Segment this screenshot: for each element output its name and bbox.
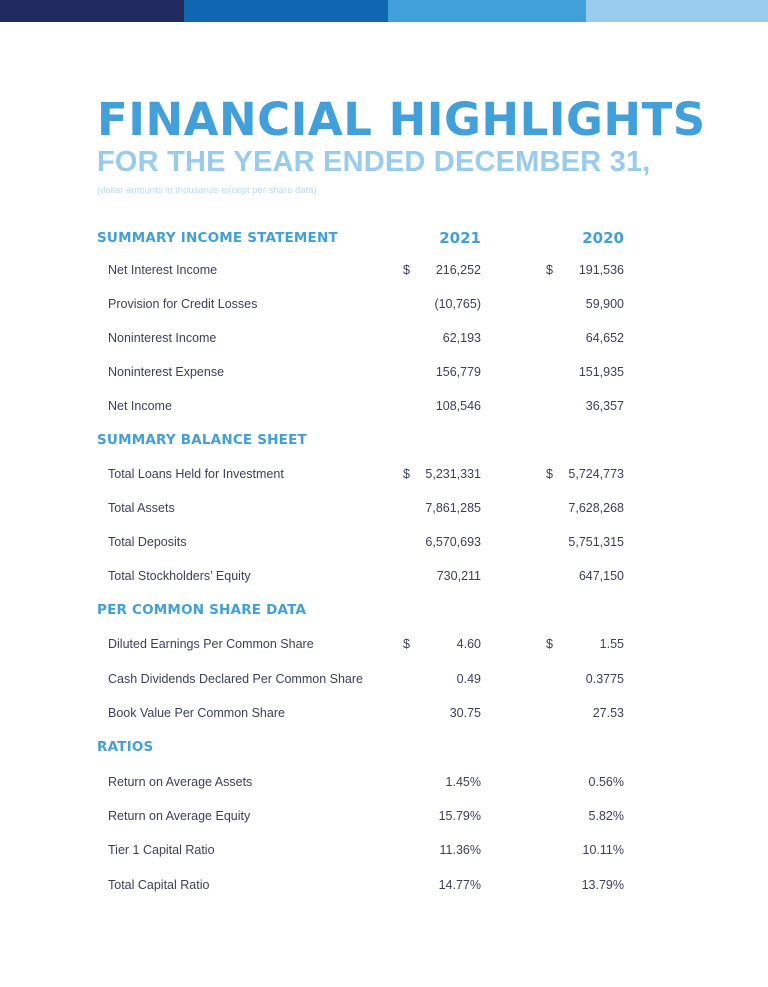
- value-2021: 7,861,285: [425, 501, 481, 515]
- row-label: Noninterest Expense: [108, 365, 225, 379]
- value-2021: 11.36%: [439, 843, 481, 857]
- value-2020: 0.56%: [588, 775, 624, 789]
- currency-symbol: $: [403, 263, 410, 277]
- row-label: Total Capital Ratio: [108, 878, 210, 892]
- value-2020: 0.3775: [585, 672, 624, 686]
- page-subtitle: FOR THE YEAR ENDED DECEMBER 31,: [97, 146, 651, 178]
- table-row: [0, 499, 768, 517]
- value-2020: 10.11%: [582, 843, 624, 857]
- table-row: [0, 773, 768, 791]
- table-row: [0, 295, 768, 313]
- row-label: Cash Dividends Declared Per Common Share: [108, 672, 363, 686]
- color-bar-segment-blue: [184, 0, 388, 22]
- value-2021: 1.45%: [445, 775, 481, 789]
- table-row: [0, 465, 768, 483]
- row-label: Net Income: [108, 399, 172, 413]
- row-label: Total Assets: [108, 501, 175, 515]
- units-note: (dollar amounts in thousands except per share data): [97, 185, 317, 196]
- table-row: [0, 635, 768, 653]
- value-2020: 13.79%: [581, 878, 624, 892]
- section-heading-balance-sheet: SUMMARY BALANCE SHEET: [97, 432, 307, 448]
- row-label: Total Deposits: [108, 535, 187, 549]
- table-row: [0, 704, 768, 722]
- page-title: FINANCIAL HIGHLIGHTS: [97, 93, 706, 146]
- currency-symbol: $: [403, 467, 410, 481]
- row-label: Return on Average Assets: [108, 775, 253, 789]
- table-row: [0, 876, 768, 894]
- value-2021: 730,211: [436, 569, 481, 583]
- column-header-2021: 2021: [439, 229, 481, 247]
- section-heading-per-share-data: PER COMMON SHARE DATA: [97, 602, 307, 618]
- table-row: [0, 363, 768, 381]
- table-row: [0, 329, 768, 347]
- section-heading-income-statement: SUMMARY INCOME STATEMENT: [97, 230, 338, 246]
- value-2021: 14.77%: [438, 878, 481, 892]
- row-label: Return on Average Equity: [108, 809, 251, 823]
- value-2020: 191,536: [578, 263, 624, 277]
- value-2021: 30.75: [449, 706, 481, 720]
- table-row: [0, 807, 768, 825]
- color-bar-segment-medium-blue: [388, 0, 586, 22]
- value-2020: 64,652: [585, 331, 624, 345]
- row-label: Provision for Credit Losses: [108, 297, 258, 311]
- value-2020: 5.82%: [588, 809, 624, 823]
- value-2020: 36,357: [585, 399, 624, 413]
- value-2020: 5,751,315: [568, 535, 624, 549]
- table-row: [0, 670, 768, 688]
- currency-symbol: $: [546, 637, 553, 651]
- value-2021: 15.79%: [438, 809, 481, 823]
- value-2020: 59,900: [585, 297, 624, 311]
- value-2021: 0.49: [456, 672, 481, 686]
- value-2020: 27.53: [592, 706, 624, 720]
- row-label: Net Interest Income: [108, 263, 218, 277]
- row-label: Tier 1 Capital Ratio: [108, 843, 215, 857]
- value-2021: 216,252: [435, 263, 481, 277]
- currency-symbol: $: [403, 637, 410, 651]
- value-2020: 5,724,773: [568, 467, 624, 481]
- table-row: [0, 841, 768, 859]
- value-2021: (10,765): [434, 297, 481, 311]
- row-label: Diluted Earnings Per Common Share: [108, 637, 314, 651]
- color-bar-segment-light-blue: [586, 0, 768, 22]
- section-heading-ratios: RATIOS: [97, 739, 154, 755]
- value-2020: 7,628,268: [568, 501, 624, 515]
- color-bar-segment-navy: [0, 0, 184, 22]
- table-row: [0, 533, 768, 551]
- value-2021: 5,231,331: [425, 467, 481, 481]
- table-row: [0, 397, 768, 415]
- value-2021: 6,570,693: [425, 535, 481, 549]
- currency-symbol: $: [546, 467, 553, 481]
- currency-symbol: $: [546, 263, 553, 277]
- value-2020: 647,150: [578, 569, 624, 583]
- row-label: Total Stockholders’ Equity: [108, 569, 251, 583]
- value-2021: 108,546: [435, 399, 481, 413]
- table-row: [0, 567, 768, 585]
- column-header-2020: 2020: [582, 229, 624, 247]
- decorative-color-bar: [0, 0, 768, 22]
- row-label: Book Value Per Common Share: [108, 706, 285, 720]
- value-2021: 156,779: [435, 365, 481, 379]
- row-label: Noninterest Income: [108, 331, 217, 345]
- value-2020: 151,935: [578, 365, 624, 379]
- value-2021: 4.60: [456, 637, 481, 651]
- row-label: Total Loans Held for Investment: [108, 467, 284, 481]
- value-2021: 62,193: [442, 331, 481, 345]
- table-row: [0, 261, 768, 279]
- value-2020: 1.55: [599, 637, 624, 651]
